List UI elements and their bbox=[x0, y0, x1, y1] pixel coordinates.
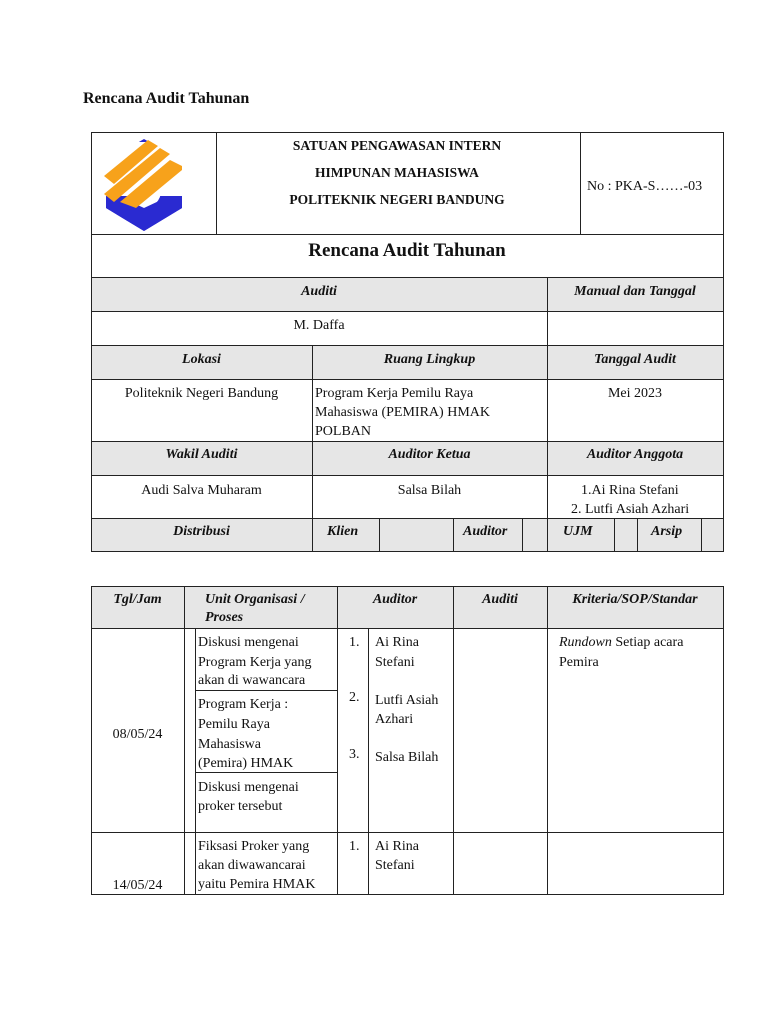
row2-date: 14/05/24 bbox=[112, 878, 163, 893]
row1-process-3-line-1: Diskusi mengenai bbox=[198, 780, 299, 795]
auditi-label: Auditi bbox=[301, 284, 337, 299]
lokasi-value: Politeknik Negeri Bandung bbox=[124, 386, 279, 401]
tanggal-label: Tanggal Audit bbox=[594, 352, 676, 367]
distribusi-label: Distribusi bbox=[173, 524, 230, 539]
row2-auditor-num-1: 1. bbox=[349, 839, 360, 854]
row1-criteria-line-1 bbox=[559, 633, 683, 652]
row1-auditor-2-line-2: Azhari bbox=[375, 712, 414, 727]
row1-criteria-italic: Rundown bbox=[559, 635, 612, 650]
row1-criteria-line-2: Pemira bbox=[559, 655, 599, 670]
tanggal-value: Mei 2023 bbox=[607, 386, 663, 401]
row1-process-1-line-2: Program Kerja yang bbox=[198, 655, 312, 670]
auditi-value: M. Daffa bbox=[293, 318, 345, 333]
doc-title: Rencana Audit Tahunan bbox=[308, 240, 506, 261]
ruang-label: Ruang Lingkup bbox=[383, 352, 476, 367]
row2-process-line-1: Fiksasi Proker yang bbox=[198, 839, 310, 854]
row1-auditor-1-line-1: Ai Rina bbox=[375, 635, 419, 650]
ujm-label: UJM bbox=[563, 524, 593, 539]
row1-process-2-line-3: Mahasiswa bbox=[198, 737, 261, 752]
manual-label: Manual dan Tanggal bbox=[574, 284, 696, 299]
row1-process-2-line-2: Pemilu Raya bbox=[198, 717, 270, 732]
org-line-3: POLITEKNIK NEGERI BANDUNG bbox=[289, 192, 505, 207]
arsip-label: Arsip bbox=[651, 524, 683, 539]
org-line-2: HIMPUNAN MAHASISWA bbox=[315, 165, 479, 180]
unit-header-2: Proses bbox=[205, 610, 244, 625]
auditi-header: Auditi bbox=[482, 592, 518, 607]
row1-auditor-num-3: 3. bbox=[349, 747, 360, 762]
row1-process-2-line-4: (Pemira) HMAK bbox=[198, 756, 294, 771]
row1-process-3-line-2: proker tersebut bbox=[198, 799, 283, 814]
ruang-value-1: Program Kerja Pemilu Raya bbox=[315, 386, 474, 401]
ketua-value: Salsa Bilah bbox=[397, 483, 462, 498]
row1-process-2-line-1: Program Kerja : bbox=[198, 697, 289, 712]
row1-date: 08/05/24 bbox=[112, 727, 163, 742]
page-title: Rencana Audit Tahunan bbox=[83, 90, 250, 107]
klien-label: Klien bbox=[327, 524, 359, 539]
row1-auditor-3-line-1: Salsa Bilah bbox=[375, 750, 439, 765]
row2-auditor-1-line-1: Ai Rina bbox=[375, 839, 419, 854]
row2-process-line-2: akan diwawancarai bbox=[198, 858, 306, 873]
auditor-header: Auditor bbox=[372, 592, 418, 607]
ketua-label: Auditor Ketua bbox=[388, 447, 471, 462]
row1-auditor-num-2: 2. bbox=[349, 690, 360, 705]
row1-process-1-line-3: akan di wawancara bbox=[198, 673, 306, 688]
row1-process-1-line-1: Diskusi mengenai bbox=[198, 635, 299, 650]
row1-auditor-num-1: 1. bbox=[349, 635, 360, 650]
ruang-value-2: Mahasiswa (PEMIRA) HMAK bbox=[315, 405, 490, 420]
org-line-1: SATUAN PENGAWASAN INTERN bbox=[292, 138, 502, 153]
row1-criteria-rest: Setiap acara bbox=[611, 635, 684, 650]
wakil-label: Wakil Auditi bbox=[165, 447, 238, 462]
anggota-label: Auditor Anggota bbox=[586, 447, 684, 462]
anggota-value-1: 1.Ai Rina Stefani bbox=[581, 483, 679, 498]
row2-process-line-3: yaitu Pemira HMAK bbox=[198, 877, 316, 892]
anggota-value-2: 2. Lutfi Asiah Azhari bbox=[571, 502, 690, 517]
hmak-logo bbox=[102, 136, 186, 234]
row2-auditor-1-line-2: Stefani bbox=[375, 858, 415, 873]
doc-number: No : PKA-S……-03 bbox=[587, 179, 703, 194]
auditor-dist-label: Auditor bbox=[463, 524, 508, 539]
kriteria-header: Kriteria/SOP/Standar bbox=[572, 592, 698, 607]
unit-header-1: Unit Organisasi / bbox=[205, 592, 305, 607]
row1-auditor-2-line-1: Lutfi Asiah bbox=[375, 693, 439, 708]
row1-auditor-1-line-2: Stefani bbox=[375, 655, 415, 670]
wakil-value: Audi Salva Muharam bbox=[141, 483, 262, 498]
tgl-header: Tgl/Jam bbox=[113, 592, 162, 607]
ruang-value-3: POLBAN bbox=[315, 424, 372, 439]
lokasi-label: Lokasi bbox=[182, 352, 221, 367]
